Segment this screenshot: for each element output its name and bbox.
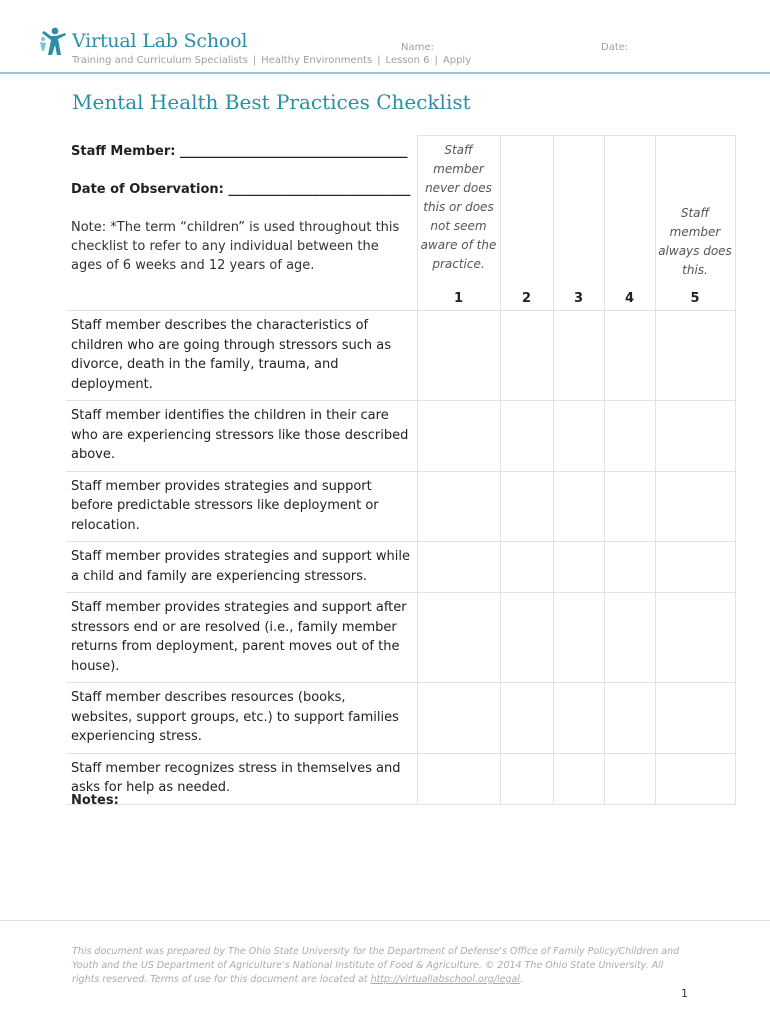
date-of-observation-field[interactable]: Date of Observation: ____________________________	[71, 181, 411, 197]
rating-cell-3[interactable]	[553, 311, 604, 401]
rating-cell-5[interactable]	[655, 401, 735, 472]
rating-cell-3[interactable]	[553, 401, 604, 472]
scale-number: 5	[690, 291, 700, 306]
checklist-row	[66, 593, 735, 683]
rating-cell-2[interactable]	[500, 593, 553, 683]
checklist-row	[66, 753, 735, 804]
note-body: *The term “children” is used throughout this checklist to refer to any individual between the ages of 6 weeks and 12 years of age.	[71, 219, 400, 273]
rating-cell-2[interactable]	[500, 683, 553, 754]
staff-member-field[interactable]: Staff Member: ___________________________________	[71, 143, 408, 159]
date-label: Date:	[601, 42, 629, 53]
disclaimer-text: This document was prepared by The Ohio State University for the Department of Defense's Office of Family Policy/Children and Youth and the US Department of Agriculture's National Institute of Food & Agriculture. © 2014 The Ohio State University. All rights reserved. Terms of use for this document are located at	[72, 946, 680, 985]
rating-cell-2[interactable]	[500, 753, 553, 804]
rating-cell-3[interactable]	[553, 593, 604, 683]
rating-cell-3[interactable]	[553, 753, 604, 804]
footer-disclaimer	[72, 945, 692, 987]
scale-low-description: Staff member never does this or does not seem aware of the practice.	[420, 143, 497, 271]
name-label: Name:	[401, 42, 434, 53]
checklist-item-text: Staff member provides strategies and support before predictable stressors like deployment or relocation.	[66, 471, 417, 542]
scale-header-row	[66, 136, 735, 311]
checklist-item-text: Staff member provides strategies and support after stressors end or are resolved (i.e., family member returns from deployment, parent moves out of the house).	[66, 593, 417, 683]
page-header	[0, 0, 770, 74]
note-text	[71, 218, 411, 275]
breadcrumb-item: Apply	[442, 55, 472, 66]
rating-cell-2[interactable]	[500, 311, 553, 401]
checklist-table	[66, 135, 736, 805]
scale-column-5	[655, 136, 735, 311]
notes-label: Notes:	[71, 793, 119, 808]
breadcrumb: Training and Curriculum Specialists | Healthy Environments | Lesson 6 | Apply	[72, 55, 472, 66]
rating-cell-1[interactable]	[417, 311, 500, 401]
brand-name: Virtual Lab School	[72, 30, 248, 52]
rating-cell-3[interactable]	[553, 542, 604, 593]
rating-cell-5[interactable]	[655, 683, 735, 754]
checklist-item-text: Staff member provides strategies and support while a child and family are experiencing stressors.	[66, 542, 417, 593]
scale-number: 4	[624, 291, 635, 306]
checklist-item-text: Staff member describes the characteristics of children who are going through stressors such as divorce, death in the family, trauma, and deployment.	[66, 311, 417, 401]
rating-cell-2[interactable]	[500, 471, 553, 542]
scale-number: 1	[453, 291, 464, 306]
rating-cell-5[interactable]	[655, 542, 735, 593]
header-divider	[0, 72, 770, 74]
checklist-row	[66, 311, 735, 401]
rating-cell-4[interactable]	[604, 471, 655, 542]
rating-cell-1[interactable]	[417, 683, 500, 754]
page-number: 1	[681, 987, 688, 1000]
rating-cell-4[interactable]	[604, 593, 655, 683]
scale-column-2	[500, 136, 553, 311]
rating-cell-4[interactable]	[604, 311, 655, 401]
breadcrumb-item: Lesson 6	[385, 55, 430, 66]
checklist-row	[66, 542, 735, 593]
rating-cell-4[interactable]	[604, 401, 655, 472]
rating-cell-5[interactable]	[655, 593, 735, 683]
scale-column-4	[604, 136, 655, 311]
rating-cell-5[interactable]	[655, 471, 735, 542]
page-title: Mental Health Best Practices Checklist	[72, 90, 471, 114]
rating-cell-2[interactable]	[500, 542, 553, 593]
checklist-item-text: Staff member describes resources (books, websites, support groups, etc.) to support families experiencing stress.	[66, 683, 417, 754]
rating-cell-2[interactable]	[500, 401, 553, 472]
legal-link[interactable]: http://virtuallabschool.org/legal	[370, 974, 520, 985]
disclaimer-period: .	[519, 974, 523, 985]
scale-column-3	[553, 136, 604, 311]
rating-cell-4[interactable]	[604, 683, 655, 754]
rating-cell-1[interactable]	[417, 401, 500, 472]
scale-high-description: Staff member always does this.	[658, 206, 732, 277]
intro-cell	[66, 136, 417, 311]
rating-cell-3[interactable]	[553, 683, 604, 754]
breadcrumb-item: Training and Curriculum Specialists	[72, 55, 248, 66]
checklist-item-text: Staff member recognizes stress in themselves and asks for help as needed.	[66, 753, 417, 804]
scale-column-1	[417, 136, 500, 311]
checklist-row	[66, 471, 735, 542]
rating-cell-1[interactable]	[417, 542, 500, 593]
breadcrumb-item: Healthy Environments	[261, 55, 373, 66]
rating-cell-3[interactable]	[553, 471, 604, 542]
virtual-lab-school-logo-icon	[38, 26, 68, 58]
checklist-row	[66, 401, 735, 472]
rating-cell-1[interactable]	[417, 471, 500, 542]
rating-cell-4[interactable]	[604, 753, 655, 804]
rating-cell-1[interactable]	[417, 593, 500, 683]
footer-divider	[0, 920, 770, 921]
checklist-row	[66, 683, 735, 754]
scale-number: 2	[521, 291, 532, 306]
rating-cell-5[interactable]	[655, 753, 735, 804]
note-label: Note:	[71, 219, 107, 235]
rating-cell-1[interactable]	[417, 753, 500, 804]
rating-cell-5[interactable]	[655, 311, 735, 401]
checklist-item-text: Staff member identifies the children in their care who are experiencing stressors like those described above.	[66, 401, 417, 472]
rating-cell-4[interactable]	[604, 542, 655, 593]
scale-number: 3	[573, 291, 584, 306]
